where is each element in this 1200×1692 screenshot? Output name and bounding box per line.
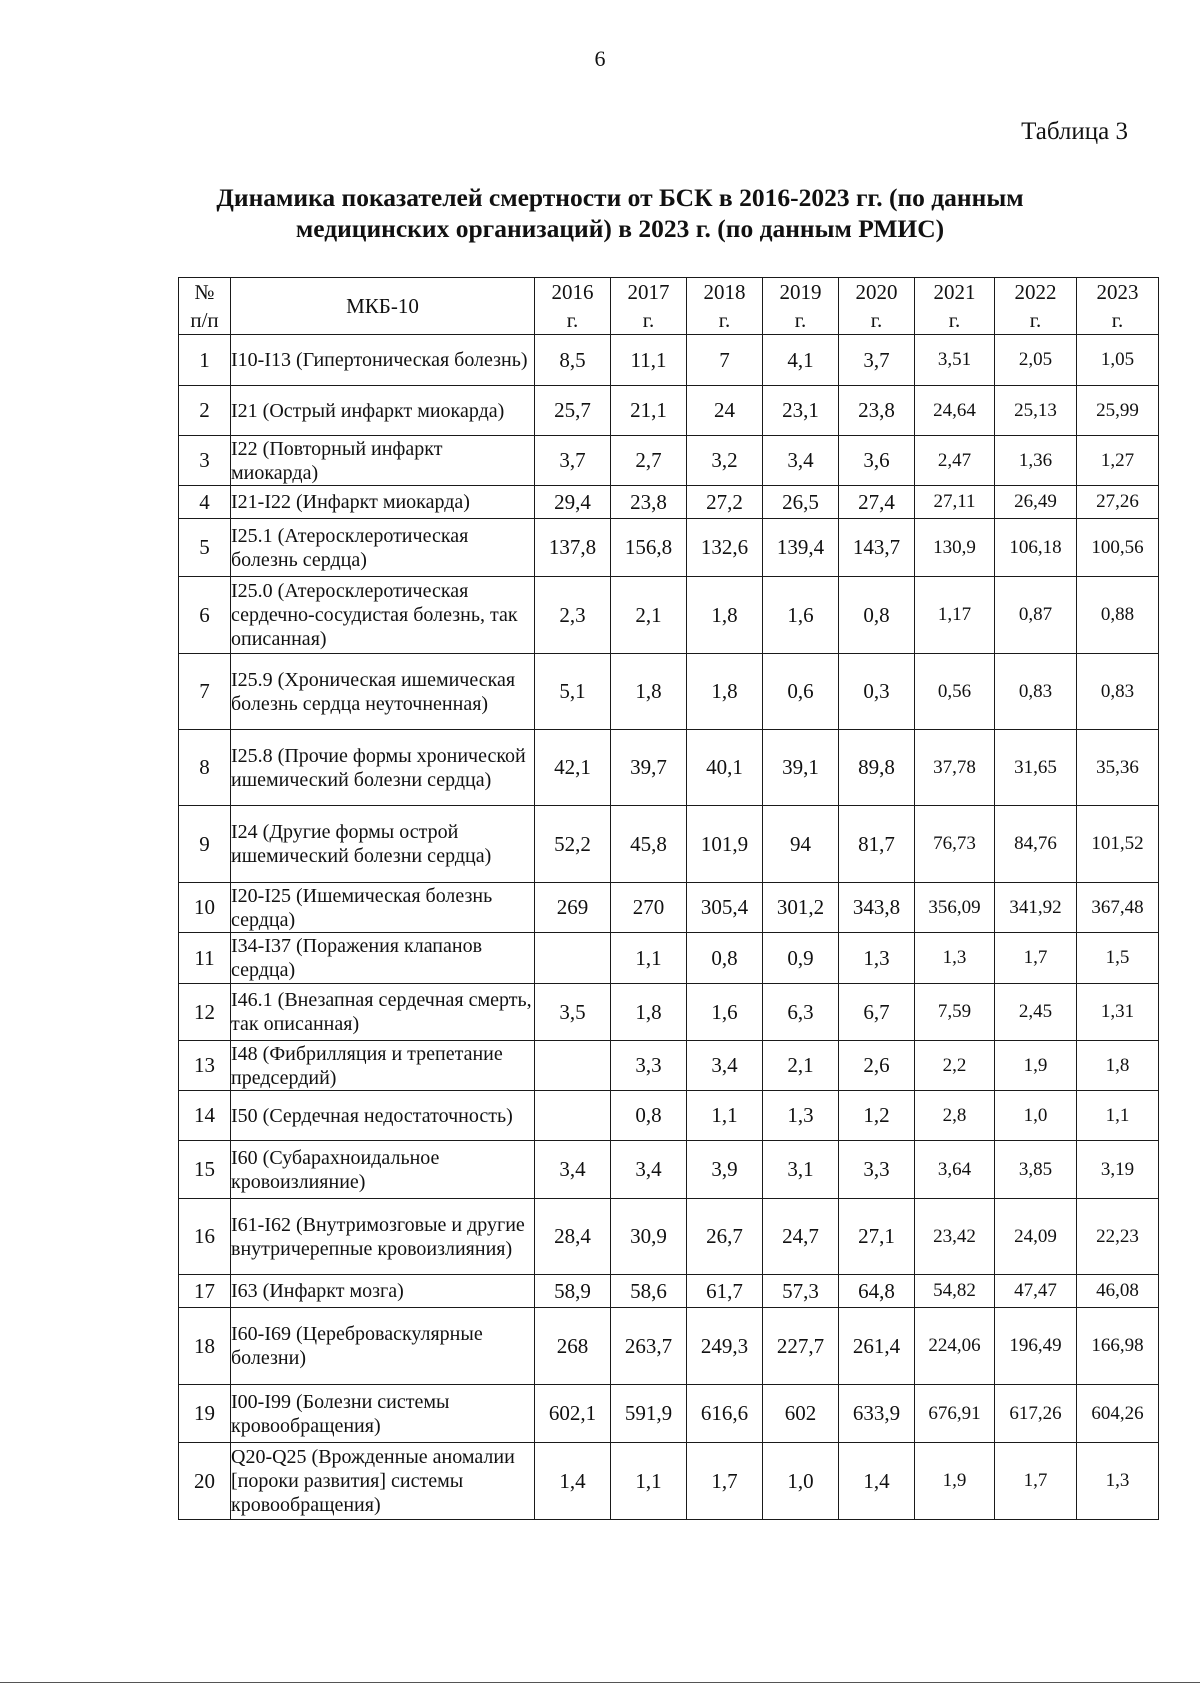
mortality-value: 3,1 [763, 1141, 839, 1199]
mortality-value: 166,98 [1077, 1308, 1159, 1385]
mortality-value: 27,11 [915, 486, 995, 519]
row-number: 5 [179, 519, 231, 577]
mortality-value: 7,59 [915, 984, 995, 1041]
header-year-suffix: г. [948, 308, 961, 332]
mortality-value: 2,2 [915, 1041, 995, 1091]
mortality-value: 89,8 [839, 730, 915, 806]
mortality-value: 0,9 [763, 933, 839, 984]
mortality-value: 0,56 [915, 654, 995, 730]
header-year [611, 278, 687, 335]
page-bottom-rule [0, 1682, 1200, 1683]
mortality-value: 106,18 [995, 519, 1077, 577]
disease-name: I61-I62 (Внутримозговые и другие внутричерепные кровоизлияния) [231, 1199, 535, 1275]
mortality-value: 94 [763, 806, 839, 883]
mortality-value: 3,3 [839, 1141, 915, 1199]
mortality-value: 130,9 [915, 519, 995, 577]
row-number: 20 [179, 1443, 231, 1520]
mortality-value: 35,36 [1077, 730, 1159, 806]
mortality-value [535, 1041, 611, 1091]
mortality-value: 0,8 [839, 577, 915, 654]
mortality-value: 1,4 [839, 1443, 915, 1520]
mortality-value: 64,8 [839, 1275, 915, 1308]
row-number: 6 [179, 577, 231, 654]
mortality-value: 1,1 [611, 1443, 687, 1520]
mortality-value: 29,4 [535, 486, 611, 519]
disease-name: I21 (Острый инфаркт миокарда) [231, 386, 535, 436]
mortality-value: 6,3 [763, 984, 839, 1041]
mortality-value: 11,1 [611, 335, 687, 386]
mortality-value: 196,49 [995, 1308, 1077, 1385]
row-number: 3 [179, 436, 231, 486]
mortality-value: 261,4 [839, 1308, 915, 1385]
mortality-value: 100,56 [1077, 519, 1159, 577]
mortality-value: 23,1 [763, 386, 839, 436]
mortality-value: 40,1 [687, 730, 763, 806]
table-body [179, 335, 1159, 1520]
table-row [179, 436, 1159, 486]
mortality-value: 3,7 [535, 436, 611, 486]
table-row [179, 1041, 1159, 1091]
mortality-value: 39,7 [611, 730, 687, 806]
disease-name: I25.9 (Хроническая ишемическая болезнь сердца неуточненная) [231, 654, 535, 730]
mortality-value: 24 [687, 386, 763, 436]
mortality-value: 676,91 [915, 1385, 995, 1443]
mortality-value: 26,5 [763, 486, 839, 519]
mortality-value: 3,9 [687, 1141, 763, 1199]
row-number: 14 [179, 1091, 231, 1141]
mortality-value: 3,4 [763, 436, 839, 486]
mortality-value: 0,6 [763, 654, 839, 730]
mortality-value: 58,6 [611, 1275, 687, 1308]
mortality-value: 143,7 [839, 519, 915, 577]
table-row [179, 577, 1159, 654]
disease-name: I25.0 (Атеросклеротическая сердечно-сосудистая болезнь, так описанная) [231, 577, 535, 654]
header-year-value: 2023 [1096, 280, 1139, 304]
row-number: 9 [179, 806, 231, 883]
mortality-value: 270 [611, 883, 687, 933]
mortality-value: 0,8 [687, 933, 763, 984]
mortality-value: 269 [535, 883, 611, 933]
disease-name: I50 (Сердечная недостаточность) [231, 1091, 535, 1141]
mortality-value: 617,26 [995, 1385, 1077, 1443]
mortality-value: 224,06 [915, 1308, 995, 1385]
row-number: 17 [179, 1275, 231, 1308]
mortality-value: 3,85 [995, 1141, 1077, 1199]
header-year-suffix: г. [794, 308, 807, 332]
row-number: 19 [179, 1385, 231, 1443]
mortality-value: 26,7 [687, 1199, 763, 1275]
table-row [179, 1443, 1159, 1520]
table-row [179, 1091, 1159, 1141]
mortality-value: 1,1 [611, 933, 687, 984]
table-row [179, 1385, 1159, 1443]
mortality-value: 1,27 [1077, 436, 1159, 486]
mortality-value: 37,78 [915, 730, 995, 806]
mortality-value: 1,36 [995, 436, 1077, 486]
mortality-value: 616,6 [687, 1385, 763, 1443]
row-number: 10 [179, 883, 231, 933]
header-year-suffix: г. [1111, 308, 1124, 332]
header-year-suffix: г. [1029, 308, 1042, 332]
table-row [179, 806, 1159, 883]
table-row [179, 1199, 1159, 1275]
mortality-value: 3,7 [839, 335, 915, 386]
row-number: 8 [179, 730, 231, 806]
mortality-value: 602,1 [535, 1385, 611, 1443]
mortality-value: 132,6 [687, 519, 763, 577]
mortality-value: 1,9 [995, 1041, 1077, 1091]
mortality-value: 591,9 [611, 1385, 687, 1443]
header-year [1077, 278, 1159, 335]
mortality-value: 604,26 [1077, 1385, 1159, 1443]
mortality-value [535, 933, 611, 984]
mortality-value [535, 1091, 611, 1141]
mortality-value: 0,83 [995, 654, 1077, 730]
mortality-value: 0,83 [1077, 654, 1159, 730]
mortality-value: 4,1 [763, 335, 839, 386]
mortality-value: 1,17 [915, 577, 995, 654]
disease-name: I24 (Другие формы острой ишемический болезни сердца) [231, 806, 535, 883]
mortality-value: 30,9 [611, 1199, 687, 1275]
mortality-value: 28,4 [535, 1199, 611, 1275]
header-year-value: 2017 [627, 280, 670, 304]
mortality-value: 23,42 [915, 1199, 995, 1275]
header-year [687, 278, 763, 335]
mortality-value: 3,6 [839, 436, 915, 486]
row-number: 1 [179, 335, 231, 386]
mortality-value: 42,1 [535, 730, 611, 806]
mortality-value: 84,76 [995, 806, 1077, 883]
mortality-value: 3,4 [535, 1141, 611, 1199]
mortality-value: 22,23 [1077, 1199, 1159, 1275]
mortality-value: 27,1 [839, 1199, 915, 1275]
mortality-value: 27,4 [839, 486, 915, 519]
mortality-value: 46,08 [1077, 1275, 1159, 1308]
mortality-value: 45,8 [611, 806, 687, 883]
table-row [179, 933, 1159, 984]
disease-name: I25.1 (Атеросклеротическая болезнь сердца) [231, 519, 535, 577]
mortality-value: 1,3 [1077, 1443, 1159, 1520]
header-number-line-2: п/п [190, 308, 219, 332]
mortality-value: 27,26 [1077, 486, 1159, 519]
mortality-value: 1,3 [915, 933, 995, 984]
table-row [179, 883, 1159, 933]
disease-name: I25.8 (Прочие формы хронической ишемический болезни сердца) [231, 730, 535, 806]
mortality-value: 3,3 [611, 1041, 687, 1091]
mortality-value: 0,3 [839, 654, 915, 730]
mortality-value: 2,05 [995, 335, 1077, 386]
mortality-value: 1,1 [1077, 1091, 1159, 1141]
table-row [179, 1275, 1159, 1308]
table-row [179, 1308, 1159, 1385]
mortality-value: 5,1 [535, 654, 611, 730]
disease-name: I48 (Фибрилляция и трепетание предсердий) [231, 1041, 535, 1091]
mortality-value: 101,9 [687, 806, 763, 883]
header-icd10: МКБ-10 [231, 278, 535, 335]
mortality-value: 24,09 [995, 1199, 1077, 1275]
mortality-value: 1,0 [995, 1091, 1077, 1141]
mortality-value: 25,99 [1077, 386, 1159, 436]
mortality-value: 156,8 [611, 519, 687, 577]
mortality-value: 39,1 [763, 730, 839, 806]
mortality-value: 23,8 [611, 486, 687, 519]
table-row [179, 335, 1159, 386]
mortality-value: 2,8 [915, 1091, 995, 1141]
mortality-value: 3,2 [687, 436, 763, 486]
mortality-value: 1,7 [995, 1443, 1077, 1520]
mortality-value: 1,31 [1077, 984, 1159, 1041]
header-year-suffix: г. [870, 308, 883, 332]
mortality-value: 1,7 [687, 1443, 763, 1520]
mortality-value: 3,19 [1077, 1141, 1159, 1199]
table-row [179, 730, 1159, 806]
header-year-value: 2018 [703, 280, 746, 304]
disease-name: I00-I99 (Болезни системы кровообращения) [231, 1385, 535, 1443]
mortality-value: 602 [763, 1385, 839, 1443]
mortality-value: 76,73 [915, 806, 995, 883]
header-year-value: 2022 [1014, 280, 1057, 304]
mortality-value: 139,4 [763, 519, 839, 577]
mortality-value: 341,92 [995, 883, 1077, 933]
mortality-value: 249,3 [687, 1308, 763, 1385]
title-line-1: Динамика показателей смертности от БСК в 2016-2023 гг. (по данным [216, 183, 1024, 212]
mortality-value: 1,0 [763, 1443, 839, 1520]
mortality-value: 7 [687, 335, 763, 386]
page-number: 6 [594, 46, 606, 71]
row-number: 12 [179, 984, 231, 1041]
mortality-value: 25,7 [535, 386, 611, 436]
mortality-value: 2,3 [535, 577, 611, 654]
mortality-value: 1,8 [611, 654, 687, 730]
mortality-value: 137,8 [535, 519, 611, 577]
mortality-value: 3,4 [687, 1041, 763, 1091]
document-title [150, 182, 1090, 244]
header-year [763, 278, 839, 335]
table-row [179, 386, 1159, 436]
row-number: 13 [179, 1041, 231, 1091]
disease-name: I46.1 (Внезапная сердечная смерть, так описанная) [231, 984, 535, 1041]
header-year [915, 278, 995, 335]
header-year-value: 2016 [551, 280, 594, 304]
mortality-value: 1,2 [839, 1091, 915, 1141]
disease-name: I63 (Инфаркт мозга) [231, 1275, 535, 1308]
mortality-value: 263,7 [611, 1308, 687, 1385]
disease-name: I34-I37 (Поражения клапанов сердца) [231, 933, 535, 984]
mortality-value: 24,64 [915, 386, 995, 436]
disease-name: Q20-Q25 (Врожденные аномалии [пороки развития] системы кровообращения) [231, 1443, 535, 1520]
header-row [179, 278, 1159, 335]
mortality-value: 31,65 [995, 730, 1077, 806]
mortality-value: 1,4 [535, 1443, 611, 1520]
row-number: 16 [179, 1199, 231, 1275]
mortality-value: 2,45 [995, 984, 1077, 1041]
mortality-value: 1,3 [763, 1091, 839, 1141]
mortality-value: 268 [535, 1308, 611, 1385]
mortality-value: 3,4 [611, 1141, 687, 1199]
mortality-value: 2,6 [839, 1041, 915, 1091]
mortality-value: 1,05 [1077, 335, 1159, 386]
mortality-value: 3,64 [915, 1141, 995, 1199]
mortality-value: 81,7 [839, 806, 915, 883]
mortality-table [178, 277, 1159, 1520]
mortality-value: 26,49 [995, 486, 1077, 519]
header-year-value: 2019 [779, 280, 822, 304]
header-year-suffix: г. [566, 308, 579, 332]
mortality-value: 1,9 [915, 1443, 995, 1520]
mortality-value: 1,8 [687, 577, 763, 654]
mortality-value: 356,09 [915, 883, 995, 933]
table-caption: Таблица 3 [1021, 118, 1128, 145]
mortality-value: 301,2 [763, 883, 839, 933]
mortality-value: 0,88 [1077, 577, 1159, 654]
mortality-value: 54,82 [915, 1275, 995, 1308]
mortality-value: 0,8 [611, 1091, 687, 1141]
mortality-value: 2,1 [763, 1041, 839, 1091]
mortality-value: 305,4 [687, 883, 763, 933]
mortality-value: 2,1 [611, 577, 687, 654]
header-year [995, 278, 1077, 335]
mortality-value: 0,87 [995, 577, 1077, 654]
mortality-value: 57,3 [763, 1275, 839, 1308]
mortality-value: 1,8 [611, 984, 687, 1041]
disease-name: I60 (Субарахноидальное кровоизлияние) [231, 1141, 535, 1199]
header-year [839, 278, 915, 335]
mortality-value: 1,7 [995, 933, 1077, 984]
disease-name: I60-I69 (Цереброваскулярные болезни) [231, 1308, 535, 1385]
mortality-value: 25,13 [995, 386, 1077, 436]
table-row [179, 486, 1159, 519]
mortality-value: 6,7 [839, 984, 915, 1041]
disease-name: I21-I22 (Инфаркт миокарда) [231, 486, 535, 519]
disease-name: I22 (Повторный инфаркт миокарда) [231, 436, 535, 486]
mortality-value: 3,5 [535, 984, 611, 1041]
row-number: 2 [179, 386, 231, 436]
row-number: 15 [179, 1141, 231, 1199]
header-year [535, 278, 611, 335]
row-number: 4 [179, 486, 231, 519]
mortality-value: 3,51 [915, 335, 995, 386]
mortality-value: 1,5 [1077, 933, 1159, 984]
table-row [179, 984, 1159, 1041]
title-line-2: медицинских организаций) в 2023 г. (по данным РМИС) [295, 214, 945, 243]
header-year-suffix: г. [718, 308, 731, 332]
mortality-value: 633,9 [839, 1385, 915, 1443]
row-number: 18 [179, 1308, 231, 1385]
header-year-value: 2021 [933, 280, 976, 304]
mortality-value: 58,9 [535, 1275, 611, 1308]
mortality-value: 1,6 [763, 577, 839, 654]
mortality-value: 227,7 [763, 1308, 839, 1385]
header-year-value: 2020 [855, 280, 898, 304]
mortality-value: 21,1 [611, 386, 687, 436]
header-number-line-1: № [194, 280, 215, 304]
mortality-value: 2,47 [915, 436, 995, 486]
header-year-suffix: г. [642, 308, 655, 332]
mortality-value: 47,47 [995, 1275, 1077, 1308]
row-number: 7 [179, 654, 231, 730]
mortality-value: 1,6 [687, 984, 763, 1041]
mortality-value: 1,8 [1077, 1041, 1159, 1091]
mortality-value: 1,3 [839, 933, 915, 984]
mortality-value: 101,52 [1077, 806, 1159, 883]
mortality-value: 52,2 [535, 806, 611, 883]
disease-name: I10-I13 (Гипертоническая болезнь) [231, 335, 535, 386]
mortality-value: 61,7 [687, 1275, 763, 1308]
mortality-value: 1,1 [687, 1091, 763, 1141]
mortality-value: 27,2 [687, 486, 763, 519]
mortality-value: 8,5 [535, 335, 611, 386]
table-row [179, 1141, 1159, 1199]
row-number: 11 [179, 933, 231, 984]
mortality-value: 367,48 [1077, 883, 1159, 933]
mortality-value: 1,8 [687, 654, 763, 730]
disease-name: I20-I25 (Ишемическая болезнь сердца) [231, 883, 535, 933]
mortality-value: 24,7 [763, 1199, 839, 1275]
table-row [179, 519, 1159, 577]
mortality-value: 23,8 [839, 386, 915, 436]
table-row [179, 654, 1159, 730]
mortality-value: 2,7 [611, 436, 687, 486]
header-number [179, 278, 231, 335]
mortality-value: 343,8 [839, 883, 915, 933]
